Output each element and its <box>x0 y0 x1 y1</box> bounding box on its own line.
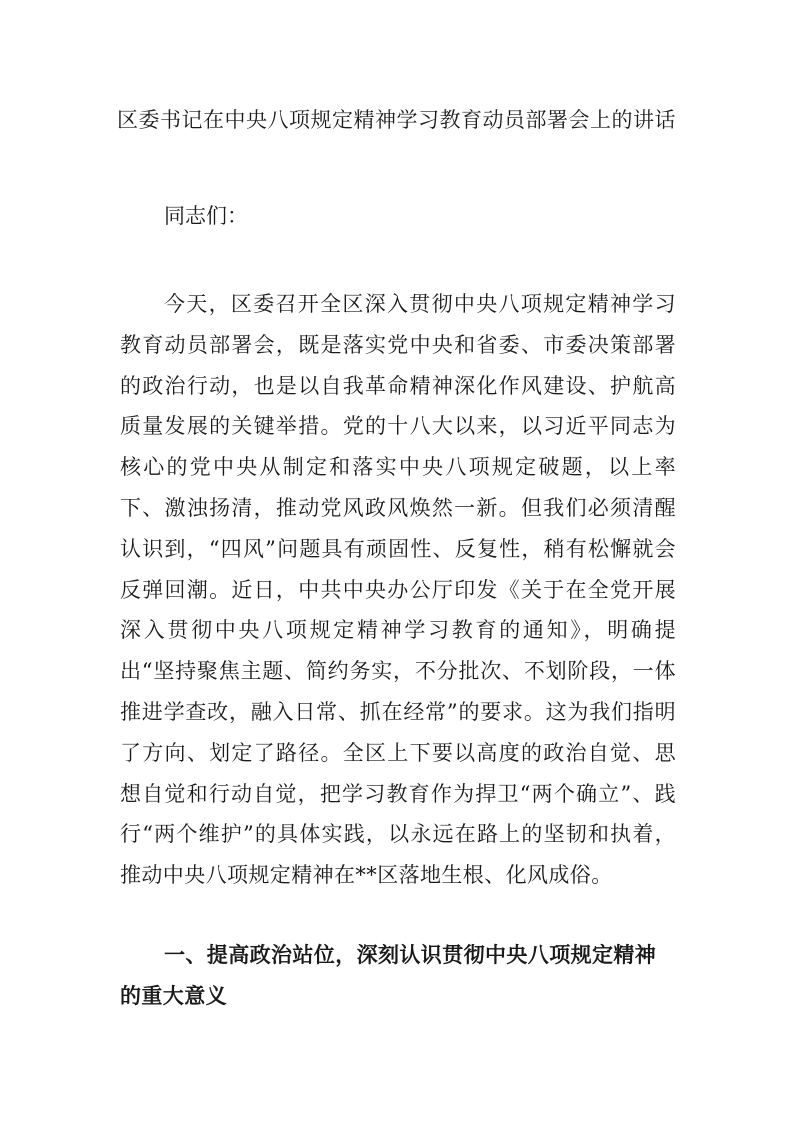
section-1-heading: 一、提高政治站位，深刻认识贯彻中央八项规定精神的重大意义 <box>120 942 657 1008</box>
document-title: 区委书记在中央八项规定精神学习教育动员部署会上的讲话 <box>117 108 676 132</box>
opening-paragraph: 今天，区委召开全区深入贯彻中央八项规定精神学习教育动员部署会，既是落实党中央和省委、市委决策部署的政治行动，也是以自我革命精神深化作风建设、护航高质量发展的关键举措。党的十八大以来，以习近平同志为核心的党中央从制定和落实中央八项规定破题，以上率下、激浊扬清，推动党风政风焕然一新。但我们必须清醒认识到，“四风”问题具有顽固性、反复性，稍有松懈就会反弹回潮。近日，中共中央办公厅印发《关于在全党开展深入贯彻中央八项规定精神学习教育的通知》，明确提出“坚持聚焦主题、简约务实，不分批次、不划阶段，一体推进学查改，融入日常、抓在经常”的要求。这为我们指明了方向、划定了路径。全区上下要以高度的政治自觉、思想自觉和行动自觉，把学习教育作为捍卫“两个确立”、践行“两个维护”的具体实践，以永远在路上的坚韧和执着，推动中央八项规定精神在**区落地生根、化风成俗。 <box>120 292 676 888</box>
greeting-text: 同志们： <box>164 204 248 228</box>
